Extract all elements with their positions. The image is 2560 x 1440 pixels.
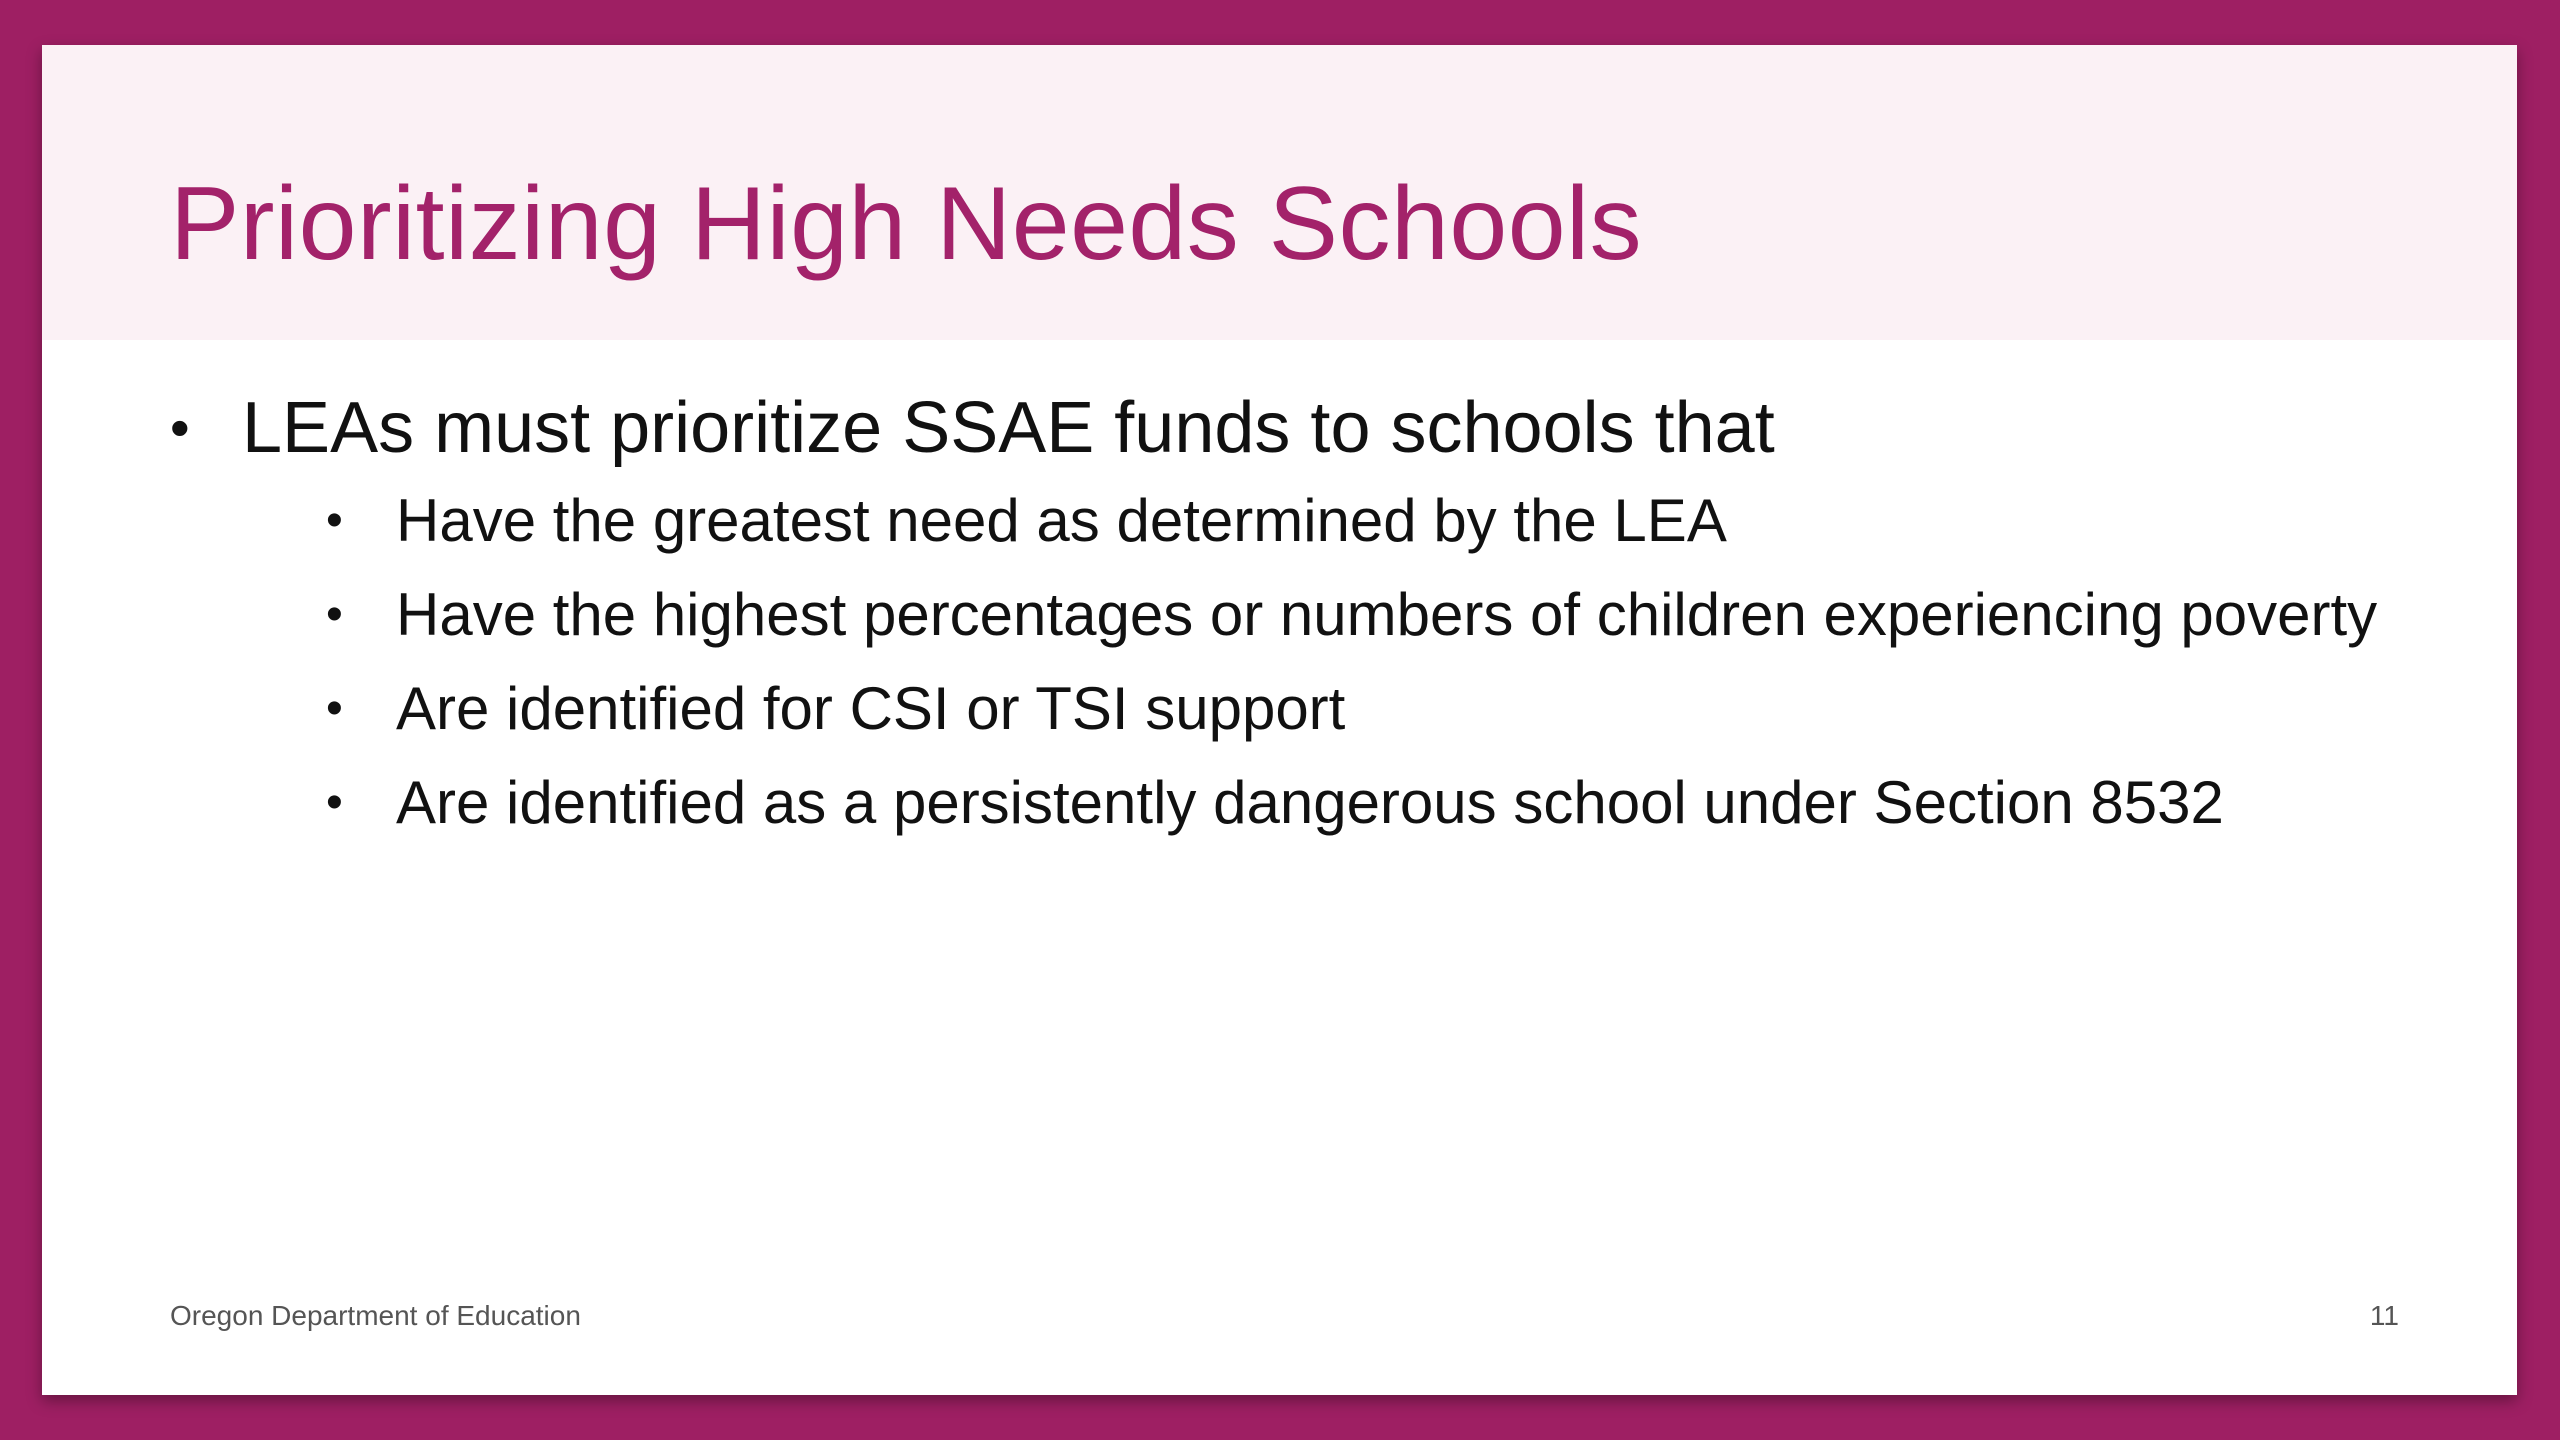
footer-organization: Oregon Department of Education bbox=[170, 1300, 581, 1331]
slide-content bbox=[170, 385, 2420, 857]
sub-bullet-list bbox=[170, 481, 2420, 843]
sub-bullet-item bbox=[326, 669, 2396, 749]
bullet-icon: • bbox=[326, 776, 343, 829]
sub-bullet-text: Have the greatest need as determined by the LEA bbox=[396, 487, 1727, 554]
slide bbox=[42, 45, 2517, 1395]
main-bullet-item bbox=[170, 385, 2420, 471]
bullet-icon: • bbox=[170, 396, 190, 459]
title-band bbox=[42, 45, 2517, 340]
bullet-icon: • bbox=[326, 588, 343, 641]
page-number: 11 bbox=[2369, 1300, 2399, 1331]
sub-bullet-text: Have the highest percentages or numbers of children experiencing poverty bbox=[396, 581, 2378, 648]
bullet-icon: • bbox=[326, 682, 343, 735]
sub-bullet-item bbox=[326, 763, 2396, 843]
sub-bullet-item bbox=[326, 575, 2396, 655]
sub-bullet-text: Are identified as a persistently dangerous school under Section 8532 bbox=[396, 769, 2224, 836]
slide-title: Prioritizing High Needs Schools bbox=[170, 166, 1643, 282]
bullet-icon: • bbox=[326, 494, 343, 547]
sub-bullet-text: Are identified for CSI or TSI support bbox=[396, 675, 1346, 742]
main-bullet-text: LEAs must prioritize SSAE funds to schools that bbox=[242, 388, 1775, 468]
sub-bullet-item bbox=[326, 481, 2396, 561]
